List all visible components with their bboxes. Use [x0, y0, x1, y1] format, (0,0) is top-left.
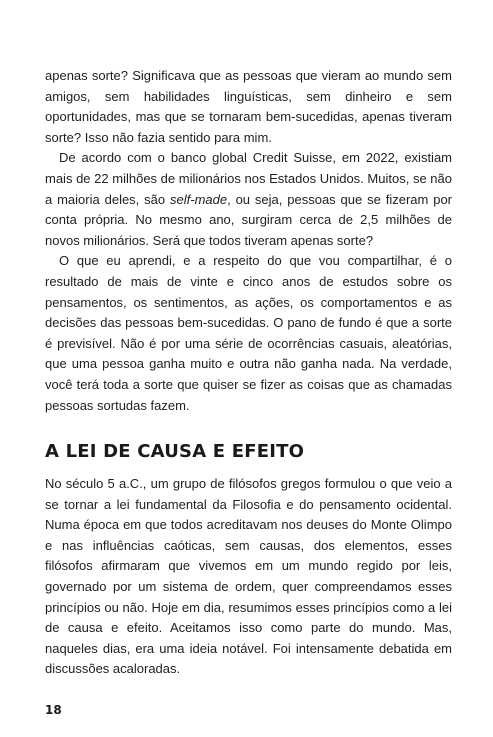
paragraph-emphasis: self-made [170, 191, 228, 207]
paragraph-greek-philosophers: No século 5 a.C., um grupo de filósofos gregos formulou o que veio a se tornar a lei fundamental da Filosofia e do pensamento ocidental. Numa época em que todos acreditavam nos deuses do Monte Olimpo e nas influências caóticas, sem causas, dos elementos, esses filósofos afirmaram que vivemos em um mundo regido por leis, governado por um sistema de ordem, quer compreendamos esses princípios ou não. Hoje em dia, resumimos esses princípios como a lei de causa e efeito. Aceitamos isso como parte do mundo. Mas, naqueles dias, era uma ideia notável. Foi intensamente debatida em discussões acaloradas. [45, 476, 452, 677]
paragraph-what-i-learned: O que eu aprendi, e a respeito do que vou compartilhar, é o resultado de mais de vinte e cinco anos de estudos sobre os pensamentos, os sentimentos, as ações, os comportamentos e as decisões das pessoas bem-sucedidas. O pano de fundo é que a sorte é previsível. Não é por uma série de ocorrências casuais, aleatórias, que uma pessoa ganha muito e outra não ganha nada. Na verdade, você terá toda a sorte que quiser se fizer as coisas que as chamadas pessoas sortudas fazem. [45, 253, 452, 413]
paragraph-credit-suisse [45, 148, 452, 251]
paragraph-text-b: , ou seja, pessoas que se fizeram por conta própria. No mesmo ano, surgiram cerca de 2,5 milhões de novos milionários. Será que todos tiveram apenas sorte? [45, 191, 453, 248]
paragraph-text-a: De acordo com o banco global Credit Suisse, em 2022, existiam mais de 22 milhões de milionários nos Estados Unidos. Muitos, se não a maioria deles, são [45, 150, 452, 207]
page-body [45, 66, 452, 680]
page-number: 18 [45, 703, 62, 717]
paragraph-continuation: apenas sorte? Significava que as pessoas que vieram ao mundo sem amigos, sem habilidades linguísticas, sem dinheiro e sem oportunidades, mas que se tornaram bem-sucedidas, apenas tiveram sorte? Isso não fazia sentido para mim. [45, 68, 452, 145]
section-heading: A LEI DE CAUSA E EFEITO [45, 441, 305, 463]
